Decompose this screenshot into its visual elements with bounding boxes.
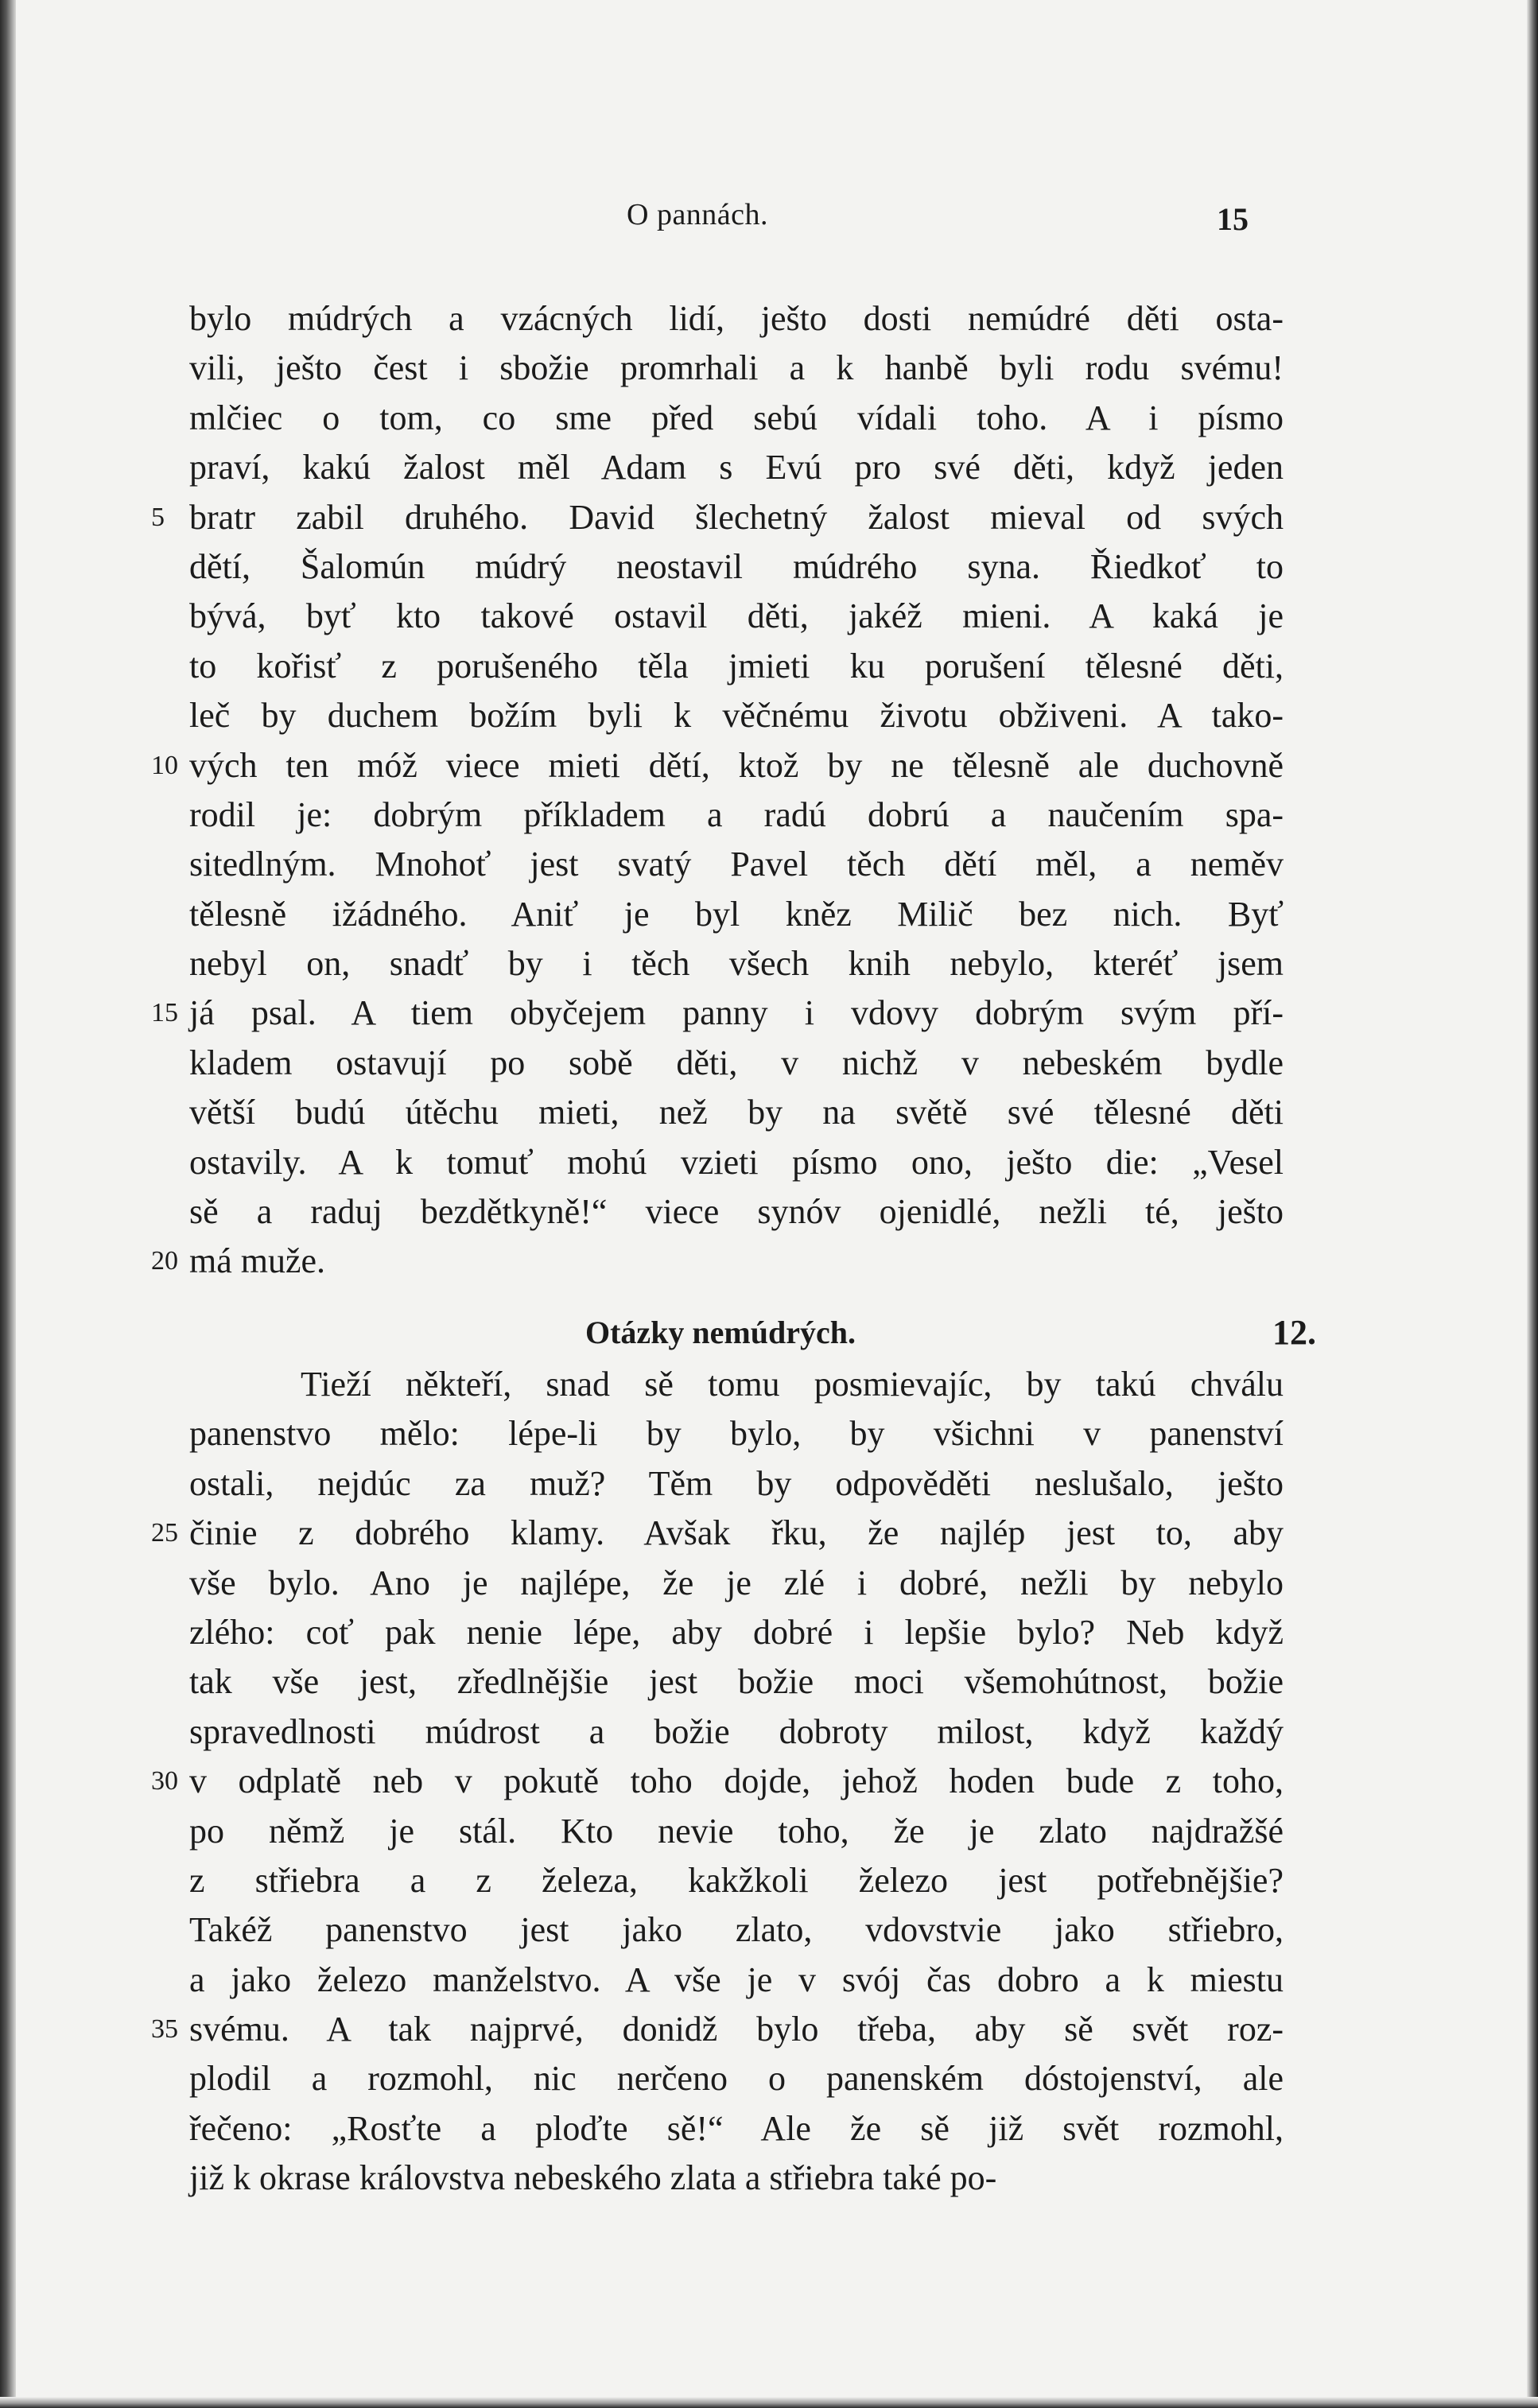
text-line bbox=[189, 691, 1284, 740]
line-text: již k okrase královstva nebeského zlata a střiebra také po- bbox=[189, 2158, 997, 2198]
text-line bbox=[189, 542, 1284, 592]
line-text: má muže. bbox=[189, 1241, 326, 1281]
section-title: Otázky nemúdrých. bbox=[585, 1315, 856, 1350]
line-text: já psal. A tiem obyčejem panny i vdovy dobrým svým pří- bbox=[189, 993, 1284, 1033]
section-heading bbox=[0, 1309, 1538, 1357]
text-line bbox=[189, 1807, 1284, 1856]
text-line bbox=[151, 741, 1284, 790]
line-text: v odplatě neb v pokutě toho dojde, jehož hoden bude z toho, bbox=[189, 1761, 1284, 1801]
text-line bbox=[189, 344, 1284, 393]
line-text: tělesně ižádného. Aniť je byl kněz Milič bez nich. Byť bbox=[189, 894, 1284, 934]
line-text: po němž je stál. Kto nevie toho, že je zlato najdražšé bbox=[189, 1811, 1284, 1851]
scan-edge-right bbox=[1527, 0, 1538, 2408]
line-text: bratr zabil druhého. David šlechetný žalost mieval od svých bbox=[189, 497, 1284, 537]
line-text: plodil a rozmohl, nic nerčeno o panenském dóstojenství, ale bbox=[189, 2059, 1284, 2099]
text-line bbox=[189, 1707, 1284, 1757]
line-text: sitedlným. Mnohoť jest svatý Pavel těch dětí měl, a neměv bbox=[189, 845, 1284, 884]
page-number: 15 bbox=[1217, 201, 1249, 237]
text-line bbox=[189, 2104, 1284, 2154]
line-text: mlčiec o tom, co sme před sebú vídali toho. A i písmo bbox=[189, 398, 1284, 437]
scan-edge-left bbox=[0, 0, 16, 2408]
text-line bbox=[189, 1459, 1284, 1509]
line-text: tak vše jest, zředlnějšie jest božie moci všemohútnost, božie bbox=[189, 1662, 1284, 1702]
line-text: vše bylo. Ano je najlépe, že je zlé i dobré, nežli by nebylo bbox=[189, 1563, 1284, 1602]
text-line bbox=[189, 1657, 1284, 1707]
text-line bbox=[189, 1608, 1284, 1657]
line-number: 15 bbox=[151, 998, 178, 1028]
paragraph-block-1 bbox=[151, 294, 1284, 1287]
text-line bbox=[189, 1559, 1284, 1608]
line-text: panenstvo mělo: lépe-li by bylo, by všichni v panenství bbox=[189, 1414, 1284, 1454]
line-text: rodil je: dobrým příkladem a radú dobrú a naučením spa- bbox=[189, 794, 1284, 834]
line-number: 20 bbox=[151, 1246, 178, 1276]
text-line bbox=[151, 1757, 1284, 1806]
text-line bbox=[189, 642, 1284, 691]
line-text: bylo múdrých a vzácných lidí, ješto dosti nemúdré děti osta- bbox=[189, 299, 1284, 338]
line-number: 30 bbox=[151, 1766, 178, 1796]
text-line bbox=[189, 1088, 1284, 1137]
line-text: to kořisť z porušeného těla jmieti ku porušení tělesné děti, bbox=[189, 646, 1284, 686]
text-line bbox=[189, 1039, 1284, 1088]
line-number: 5 bbox=[151, 502, 165, 532]
section-number: 12. bbox=[1272, 1313, 1316, 1352]
line-number: 10 bbox=[151, 750, 178, 780]
text-line bbox=[189, 443, 1284, 492]
text-line bbox=[189, 2154, 1284, 2203]
text-line bbox=[189, 394, 1284, 443]
line-number: 35 bbox=[151, 2014, 178, 2045]
text-line bbox=[151, 2005, 1284, 2054]
line-text: větší budú útěchu mieti, než by na světě své tělesné děti bbox=[189, 1093, 1284, 1132]
scan-edge-bottom bbox=[0, 2397, 1538, 2408]
line-text: leč by duchem božím byli k věčnému životu obživeni. A tako- bbox=[189, 696, 1284, 736]
line-text: a jako železo manželstvo. A vše je v svój čas dobro a k miestu bbox=[189, 1959, 1284, 1999]
running-head bbox=[0, 197, 1538, 245]
text-line bbox=[189, 1856, 1284, 1905]
text-line bbox=[151, 1509, 1284, 1558]
line-text: svému. A tak najprvé, donidž bylo třeba, aby sě svět roz- bbox=[189, 2010, 1284, 2049]
line-text: kladem ostavují po sobě děti, v nichž v nebeském bydle bbox=[189, 1043, 1284, 1082]
text-line bbox=[189, 790, 1284, 840]
text-line bbox=[189, 1409, 1284, 1458]
line-text: vili, ješto čest i sbožie promrhali a k hanbě byli rodu svému! bbox=[189, 348, 1284, 388]
line-text: z střiebra a z železa, kakžkoli železo jest potřebnějšie? bbox=[189, 1860, 1284, 1900]
text-line bbox=[189, 840, 1284, 889]
text-line bbox=[189, 1360, 1284, 1409]
paragraph-block-2 bbox=[151, 1360, 1284, 2204]
line-text: Tieží někteří, snad sě tomu posmievajíc, by takú chválu bbox=[301, 1365, 1284, 1404]
line-text: řečeno: „Rosťte a ploďte sě!“ Ale že sě již svět rozmohl, bbox=[189, 2108, 1284, 2148]
text-line bbox=[189, 1187, 1284, 1237]
text-line bbox=[189, 1956, 1284, 2005]
line-text: bývá, byť kto takové ostavil děti, jakéž mieni. A kaká je bbox=[189, 596, 1284, 636]
line-text: sě a raduj bezdětkyně!“ viece synóv ojenidlé, nežli té, ješto bbox=[189, 1192, 1284, 1232]
text-line bbox=[189, 939, 1284, 988]
line-text: dětí, Šalomún múdrý neostavil múdrého syna. Řiedkoť to bbox=[189, 546, 1284, 586]
line-text: praví, kakú žalost měl Adam s Evú pro své děti, když jeden bbox=[189, 448, 1284, 487]
line-text: spravedlnosti múdrost a božie dobroty milost, když každý bbox=[189, 1711, 1284, 1751]
line-text: ostali, nejdúc za muž? Těm by odpověděti neslušalo, ješto bbox=[189, 1463, 1284, 1503]
line-text: zlého: coť pak nenie lépe, aby dobré i lepšie bylo? Neb když bbox=[189, 1612, 1284, 1652]
text-line bbox=[189, 1138, 1284, 1187]
text-line bbox=[151, 988, 1284, 1038]
text-line bbox=[189, 294, 1284, 344]
line-text: činie z dobrého klamy. Avšak řku, že najlép jest to, aby bbox=[189, 1513, 1284, 1553]
text-line bbox=[151, 1237, 1284, 1286]
line-text: ostavily. A k tomuť mohú vzieti písmo ono, ješto die: „Vesel bbox=[189, 1142, 1284, 1182]
line-number: 25 bbox=[151, 1518, 178, 1548]
text-line bbox=[189, 2054, 1284, 2103]
line-text: Takéž panenstvo jest jako zlato, vdovstvie jako střiebro, bbox=[189, 1910, 1284, 1950]
line-text: nebyl on, snadť by i těch všech knih nebylo, kteréť jsem bbox=[189, 944, 1284, 984]
text-line bbox=[189, 890, 1284, 939]
text-line bbox=[189, 1905, 1284, 1955]
line-text: vých ten móž viece mieti dětí, ktož by ne tělesně ale duchovně bbox=[189, 745, 1284, 785]
text-line bbox=[151, 493, 1284, 542]
text-line bbox=[189, 592, 1284, 641]
running-title: O pannách. bbox=[627, 198, 769, 231]
